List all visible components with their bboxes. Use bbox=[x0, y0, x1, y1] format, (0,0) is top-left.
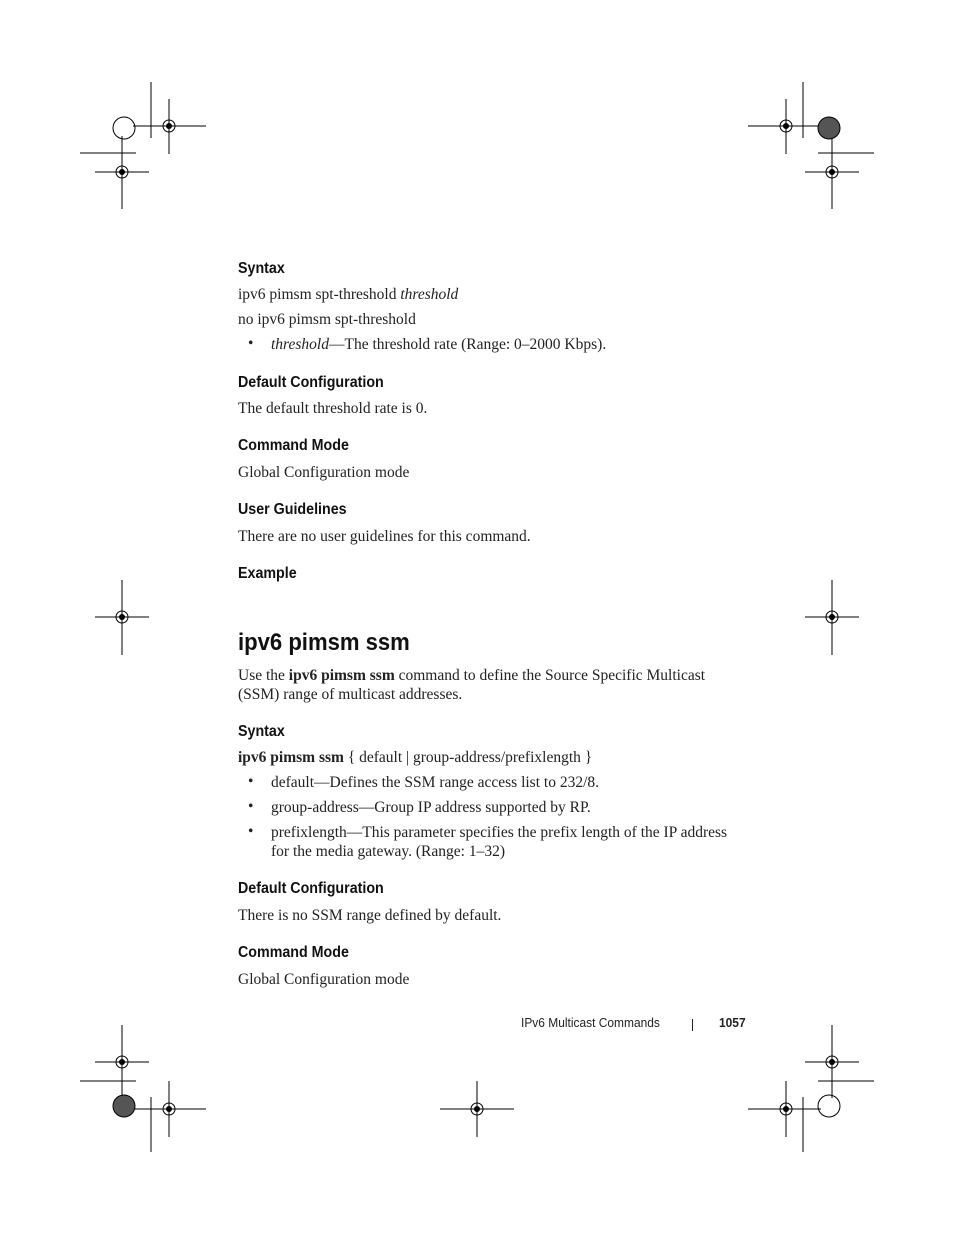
user-guidelines-text: There are no user guidelines for this command. bbox=[238, 528, 531, 545]
footer-separator bbox=[692, 1019, 693, 1031]
bullet-marker: • bbox=[248, 335, 254, 352]
bullet-description: —The threshold rate (Range: 0–2000 Kbps). bbox=[328, 336, 607, 353]
syntax-heading: Syntax bbox=[238, 260, 285, 277]
bullet-term: threshold bbox=[271, 336, 329, 353]
example-heading: Example bbox=[238, 565, 297, 582]
syntax-heading: Syntax bbox=[238, 723, 285, 740]
default-configuration-text: The default threshold rate is 0. bbox=[238, 400, 428, 417]
default-configuration-heading: Default Configuration bbox=[238, 374, 384, 391]
syntax-command: ipv6 pimsm ssm bbox=[238, 749, 344, 766]
syntax-command: ipv6 pimsm spt-threshold bbox=[238, 286, 401, 303]
intro-prefix: Use the bbox=[238, 667, 289, 684]
page-number: 1057 bbox=[719, 1015, 746, 1030]
syntax-parameter: threshold bbox=[400, 286, 459, 303]
command-mode-heading: Command Mode bbox=[238, 944, 349, 961]
bullet-item: group-address—Group IP address supported by RP. bbox=[271, 799, 591, 816]
intro-command: ipv6 pimsm ssm bbox=[288, 667, 395, 684]
command-mode-text: Global Configuration mode bbox=[238, 464, 410, 481]
bullet-item: default—Defines the SSM range access list to 232/8. bbox=[271, 774, 600, 791]
syntax-arguments: { default | group-address/prefixlength } bbox=[343, 749, 593, 766]
footer-chapter-title: IPv6 Multicast Commands bbox=[521, 1015, 660, 1030]
bullet-marker: • bbox=[248, 798, 254, 815]
bullet-item bbox=[271, 335, 741, 354]
syntax-line bbox=[238, 748, 748, 767]
syntax-line-1 bbox=[238, 285, 748, 304]
bullet-item: prefixlength—This parameter specifies the prefix length of the IP address for the media gateway. (Range: 1–32) bbox=[271, 824, 728, 860]
default-configuration-heading: Default Configuration bbox=[238, 880, 384, 897]
syntax-line-2: no ipv6 pimsm spt-threshold bbox=[238, 311, 416, 328]
command-intro bbox=[238, 666, 748, 704]
user-guidelines-heading: User Guidelines bbox=[238, 501, 347, 518]
command-mode-text: Global Configuration mode bbox=[238, 971, 410, 988]
command-title: ipv6 pimsm ssm bbox=[238, 629, 410, 656]
command-mode-heading: Command Mode bbox=[238, 437, 349, 454]
bullet-marker: • bbox=[248, 773, 254, 790]
bullet-marker: • bbox=[248, 823, 254, 840]
default-configuration-text: There is no SSM range defined by default. bbox=[238, 907, 502, 924]
intro-suffix: command to define the Source Specific Multicast (SSM) range of multicast addresses. bbox=[238, 667, 706, 703]
